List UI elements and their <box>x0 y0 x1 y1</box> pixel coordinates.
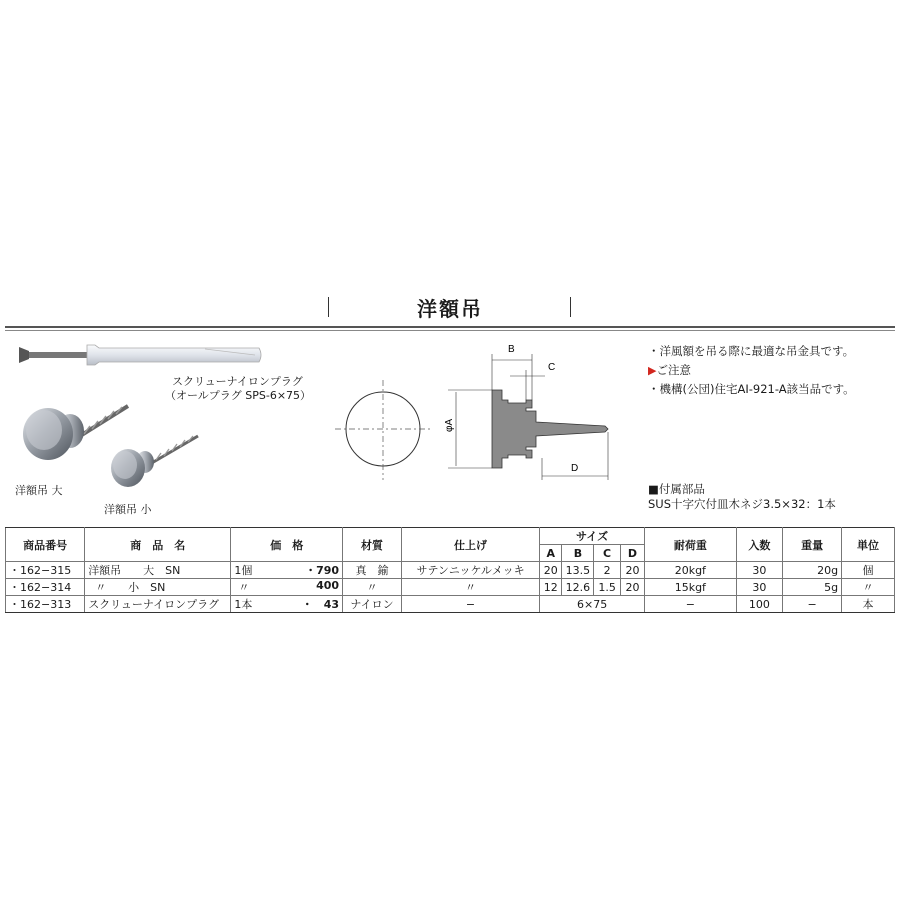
cell-load: 20kgf <box>645 562 736 579</box>
note-line-3: ・機構(公団)住宅AI-921-A該当品です。 <box>648 382 855 396</box>
cell-material: 〃 <box>343 579 402 596</box>
cell-price-value: ・ 43 <box>301 598 340 611</box>
cell-load: − <box>645 596 736 613</box>
cell-finish: サテンニッケルメッキ <box>401 562 539 579</box>
caution-marker-icon: ▶ <box>648 364 657 377</box>
accessory-detail: SUS十字穴付皿木ネジ3.5×32：1本 <box>648 497 836 511</box>
cell-price <box>231 562 343 579</box>
title-rule-thin <box>5 330 895 331</box>
cell-name: 洋額吊 大 SN <box>85 562 231 579</box>
dim-a-label: φA <box>444 418 455 432</box>
cell-price <box>231 596 343 613</box>
page-title: 洋額吊 <box>417 297 483 321</box>
header-material: 材質 <box>343 528 402 562</box>
dim-b-label: B <box>508 344 515 355</box>
cell-size-merged: 6×75 <box>540 596 645 613</box>
header-size: サイズ <box>540 528 645 545</box>
header-weight: 重量 <box>783 528 842 562</box>
header-load: 耐荷重 <box>645 528 736 562</box>
cell-weight: 5g <box>783 579 842 596</box>
table-row <box>6 562 895 579</box>
header-size-a: A <box>540 545 562 562</box>
cell-price-value: ・790 <box>305 564 340 577</box>
caution-line <box>648 361 855 380</box>
cell-unit: 個 <box>842 562 895 579</box>
accessory-heading: ■付属部品 <box>648 482 705 496</box>
cell-unit: 〃 <box>842 579 895 596</box>
cell-size-d: 20 <box>620 562 644 579</box>
cell-price <box>231 579 343 596</box>
cell-size-b: 13.5 <box>562 562 594 579</box>
dim-d-label: D <box>571 463 579 474</box>
dim-c-label: C <box>548 362 556 373</box>
cell-material: 真 鍮 <box>343 562 402 579</box>
notes-block <box>648 342 855 399</box>
table-row <box>6 596 895 613</box>
title-rule <box>5 326 895 328</box>
cell-load: 15kgf <box>645 579 736 596</box>
header-size-b: B <box>562 545 594 562</box>
cell-size-b: 12.6 <box>562 579 594 596</box>
cell-qty: 30 <box>736 562 783 579</box>
large-hanger-label: 洋額吊 大 <box>15 484 63 497</box>
spec-table <box>5 527 895 613</box>
cell-size-c: 2 <box>594 562 620 579</box>
screw-plug-caption-2: （オールプラグ SPS-6×75） <box>165 389 312 402</box>
cell-size-c: 1.5 <box>594 579 620 596</box>
cell-weight: − <box>783 596 842 613</box>
note-line-1: ・洋風額を吊る際に最適な吊金具です。 <box>648 344 855 358</box>
cell-finish: 〃 <box>401 579 539 596</box>
header-finish: 仕上げ <box>401 528 539 562</box>
header-size-c: C <box>594 545 620 562</box>
cell-code: ・162−314 <box>6 579 85 596</box>
cell-name: スクリューナイロンプラグ <box>85 596 231 613</box>
cell-code: ・162−313 <box>6 596 85 613</box>
header-code: 商品番号 <box>6 528 85 562</box>
cell-code: ・162−315 <box>6 562 85 579</box>
header-name: 商 品 名 <box>85 528 231 562</box>
table-row <box>6 579 895 596</box>
header-unit: 単位 <box>842 528 895 562</box>
caution-label: ご注意 <box>656 363 691 377</box>
cell-size-a: 20 <box>540 562 562 579</box>
cell-weight: 20g <box>783 562 842 579</box>
cell-size-d: 20 <box>620 579 644 596</box>
screw-plug-image <box>15 335 265 375</box>
cell-name: 〃 小 SN <box>85 579 231 596</box>
cell-price-unit: 1本 <box>234 598 253 611</box>
header-size-d: D <box>620 545 644 562</box>
accessory-block <box>648 482 836 512</box>
screw-plug-caption-1: スクリューナイロンプラグ <box>172 375 303 388</box>
table-header-row <box>6 528 895 545</box>
cell-price-unit: 〃 <box>238 581 250 594</box>
cell-qty: 30 <box>736 579 783 596</box>
technical-drawing <box>330 340 620 490</box>
header-qty: 入数 <box>736 528 783 562</box>
small-hanger-label: 洋額吊 小 <box>104 503 152 516</box>
cell-qty: 100 <box>736 596 783 613</box>
cell-price-unit: 1個 <box>234 564 253 577</box>
header-price: 価 格 <box>231 528 343 562</box>
cell-unit: 本 <box>842 596 895 613</box>
cell-size-a: 12 <box>540 579 562 596</box>
cell-finish: − <box>401 596 539 613</box>
cell-price-value: 400 <box>316 579 340 592</box>
cell-material: ナイロン <box>343 596 402 613</box>
